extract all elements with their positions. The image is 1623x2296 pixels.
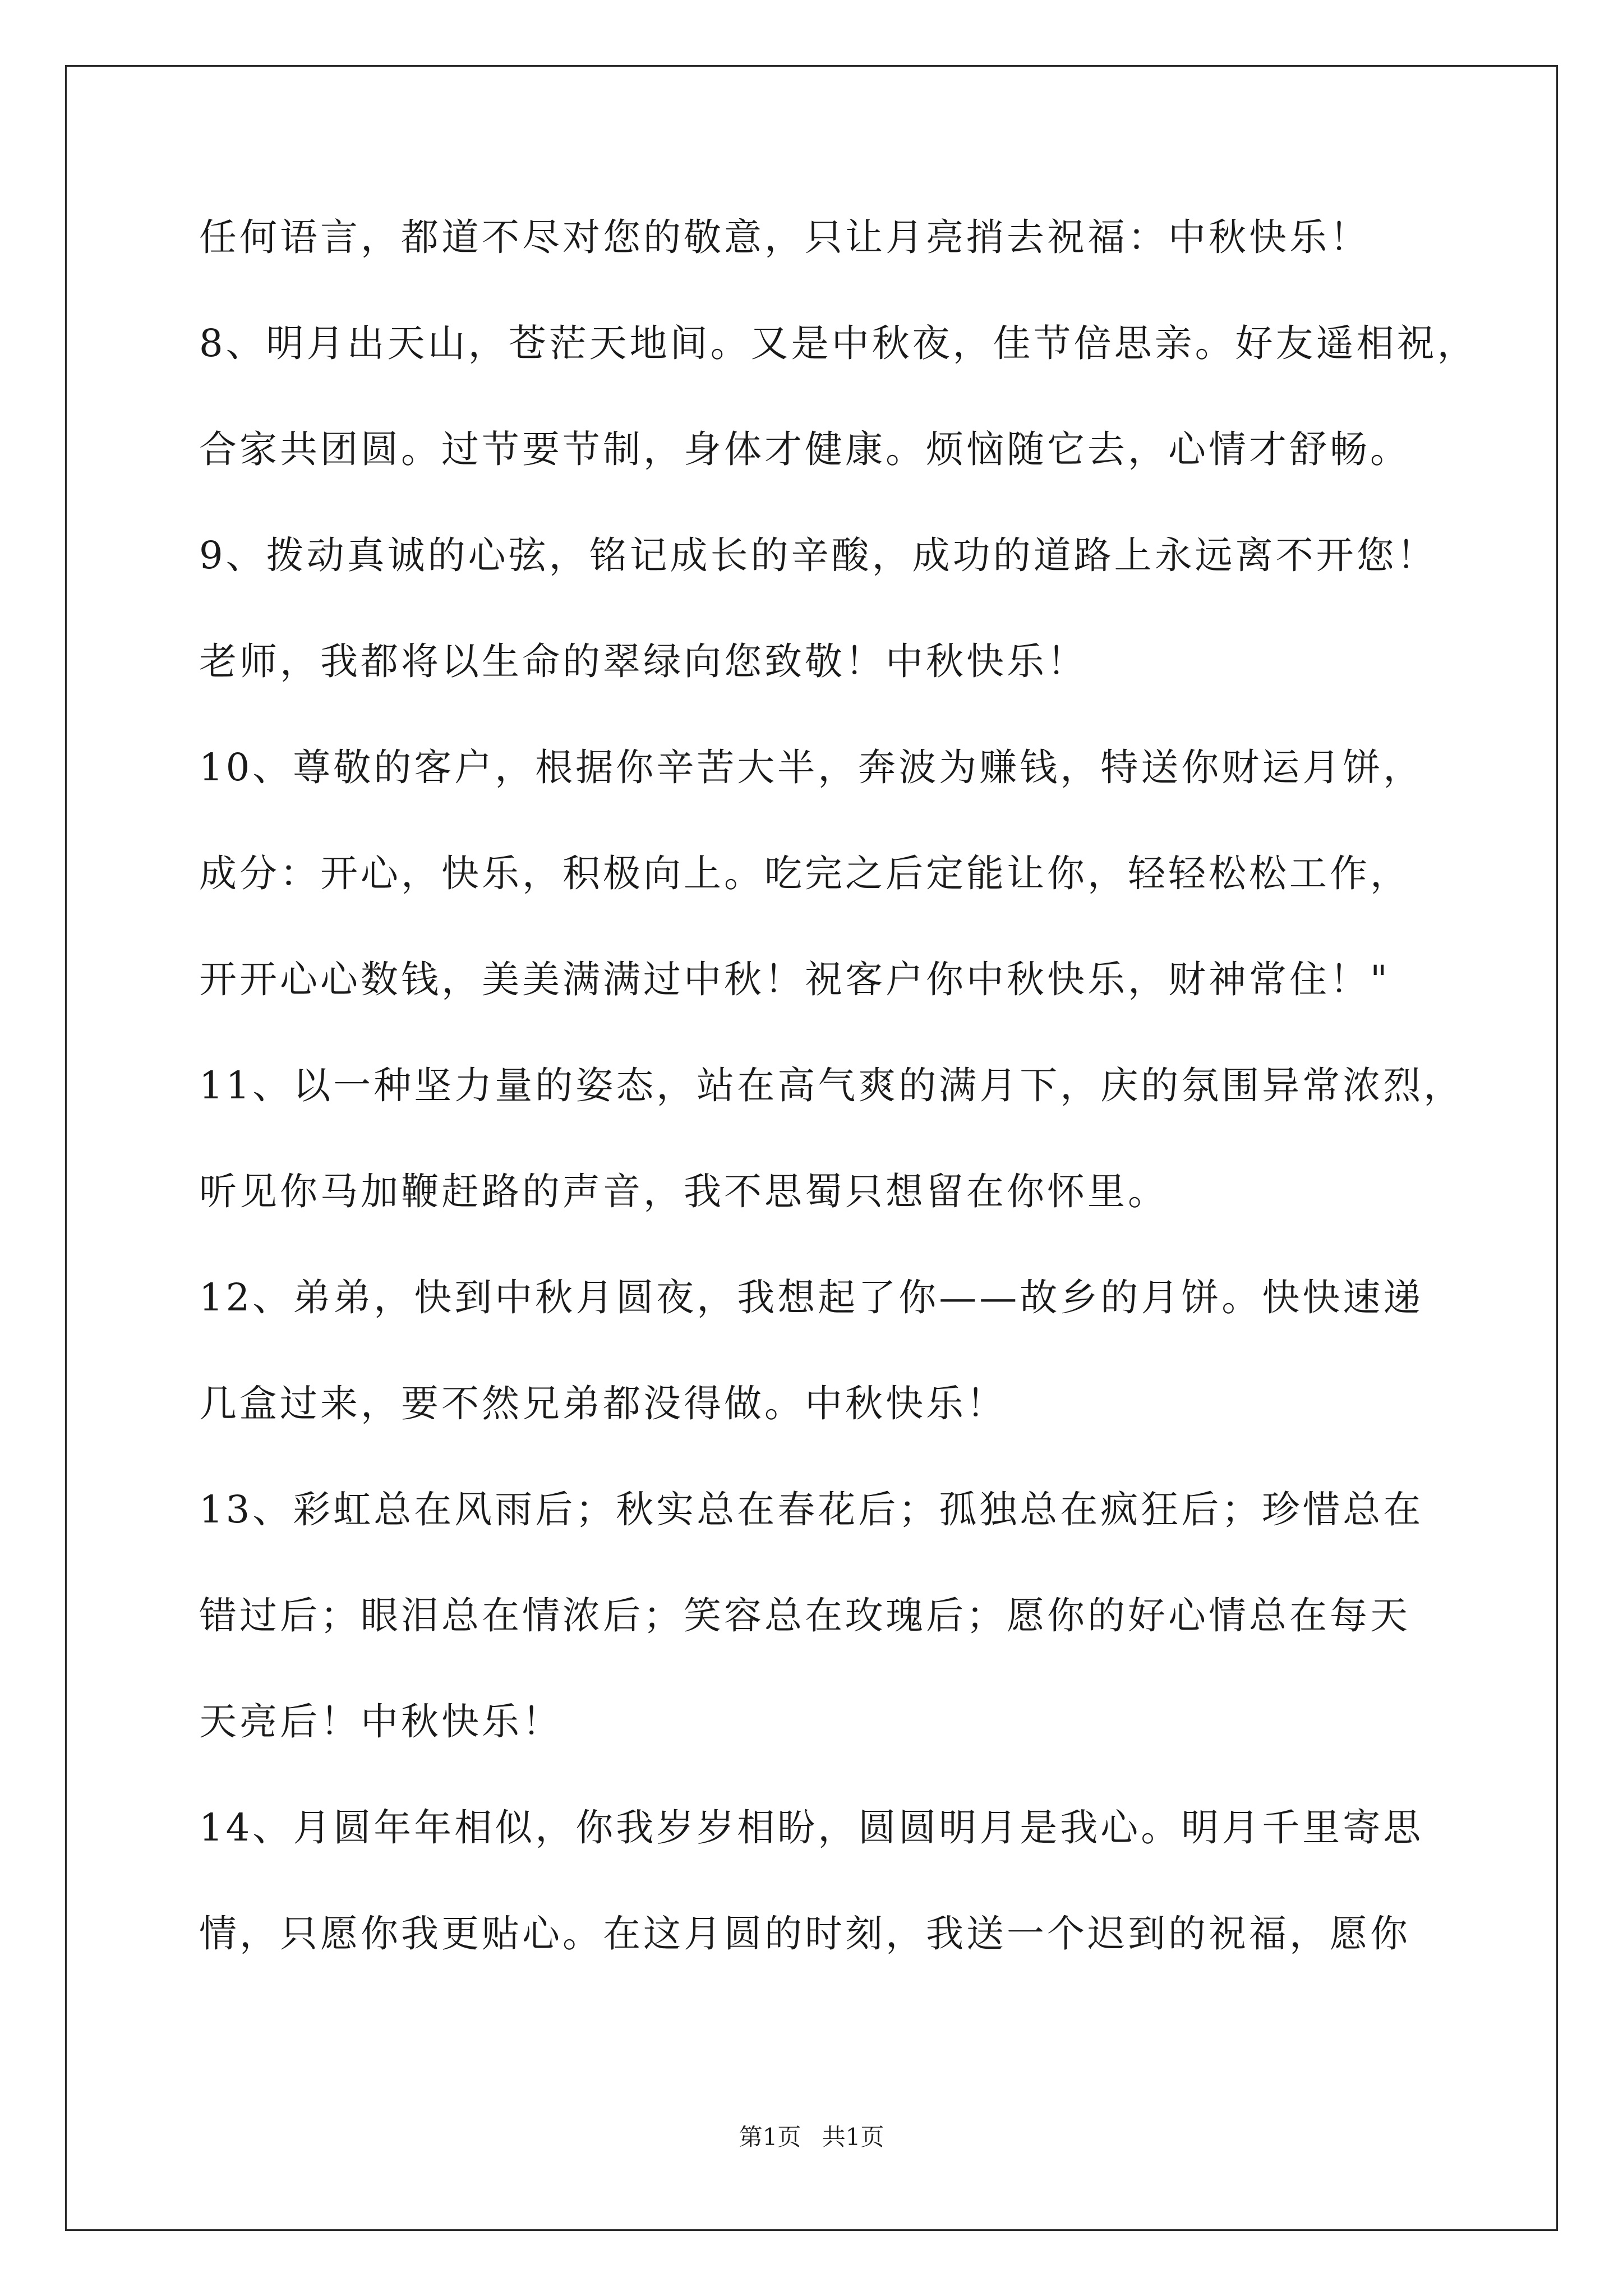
page-number: 第1页	[739, 2123, 801, 2151]
document-body	[199, 212, 1478, 2014]
text-line: 14、月圆年年相似，你我岁岁相盼，圆圆明月是我心。明月千里寄思	[199, 1806, 1424, 1849]
text-line: 老师，我都将以生命的翠绿向您致敬！中秋快乐！	[199, 639, 1087, 683]
text-line: 11、以一种坚力量的姿态，站在高气爽的满月下，庆的氛围异常浓烈，	[199, 1064, 1464, 1107]
text-line: 12、弟弟，快到中秋月圆夜，我想起了你——故乡的月饼。快快速递	[199, 1276, 1424, 1319]
text-line: 几盒过来，要不然兄弟都没得做。中秋快乐！	[199, 1382, 1007, 1425]
page-total: 共1页	[822, 2123, 884, 2151]
text-line: 错过后；眼泪总在情浓后；笑容总在玫瑰后；愿你的好心情总在每天	[199, 1594, 1410, 1637]
text-line: 情，只愿你我更贴心。在这月圆的时刻，我送一个迟到的祝福，愿你	[199, 1912, 1410, 1955]
text-line: 9、拨动真诚的心弦，铭记成长的辛酸，成功的道路上永远离不开您！	[199, 533, 1437, 577]
text-line: 13、彩虹总在风雨后；秋实总在春花后；孤独总在疯狂后；珍惜总在	[199, 1488, 1424, 1531]
text-line: 成分：开心，快乐，积极向上。吃完之后定能让你，轻轻松松工作，	[199, 852, 1410, 895]
text-line: 听见你马加鞭赶路的声音，我不思蜀只想留在你怀里。	[199, 1170, 1168, 1213]
text-line: 开开心心数钱，美美满满过中秋！祝客户你中秋快乐，财神常住！"	[199, 958, 1390, 1001]
text-line: 8、明月出天山，苍茫天地间。又是中秋夜，佳节倍思亲。好友遥相祝，	[199, 321, 1478, 365]
text-line: 天亮后！中秋快乐！	[199, 1700, 562, 1743]
text-line: 10、尊敬的客户，根据你辛苦大半，奔波为赚钱，特送你财运月饼，	[199, 746, 1424, 789]
text-line: 合家共团圆。过节要节制，身体才健康。烦恼随它去，心情才舒畅。	[199, 427, 1410, 471]
text-line: 任何语言，都道不尽对您的敬意，只让月亮捎去祝福：中秋快乐！	[199, 215, 1370, 259]
page-footer	[0, 2123, 1623, 2151]
